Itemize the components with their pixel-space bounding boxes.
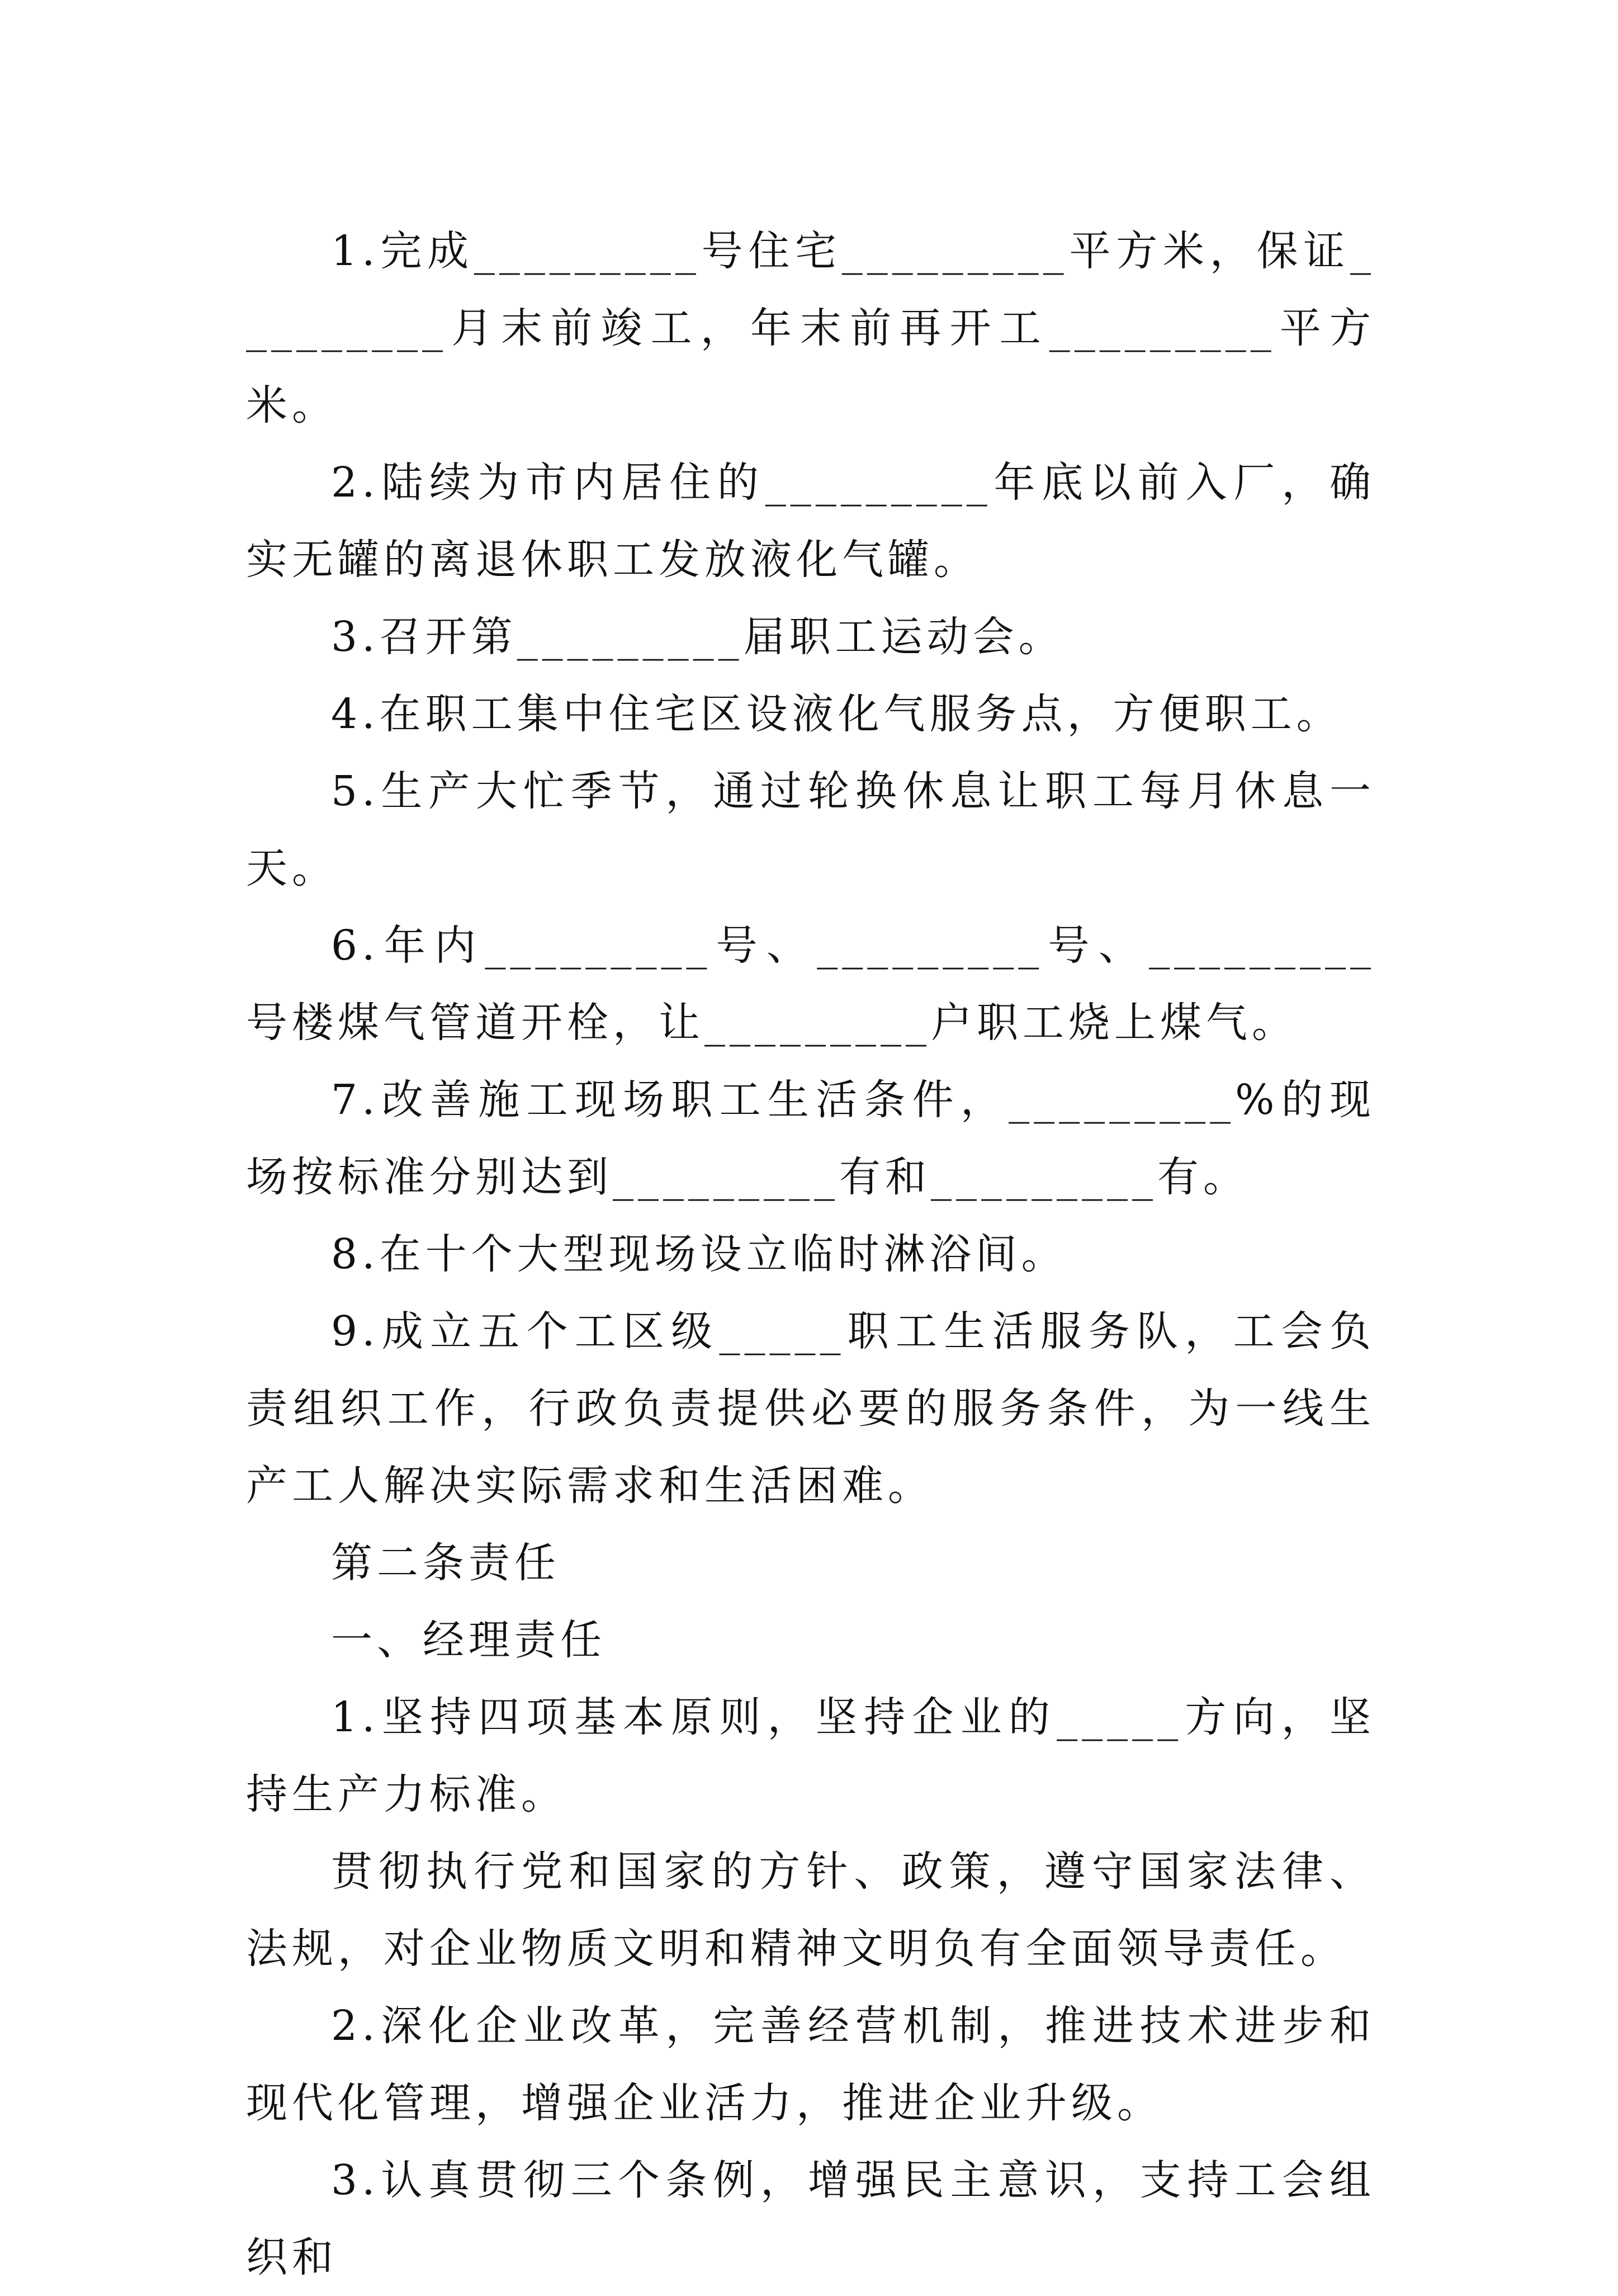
paragraph-item-3: 3.召开第_________届职工运动会。 xyxy=(331,613,1065,661)
paragraph-item-7: 7.改善施工现场职工生活条件，_________%的现场按标准分别达到_________有和_________有。 xyxy=(246,1076,1375,1201)
paragraph-item-9: 9.成立五个工区级_____职工生活服务队，工会负责组织工作，行政负责提供必要的服务条件，为一线生产工人解决实际需求和生活困难。 xyxy=(246,1307,1375,1510)
paragraph-item-1: 1.完成_________号住宅_________平方米，保证_________月末前竣工，年末前再开工_________平方米。 xyxy=(246,227,1375,429)
subsection-heading-manager-responsibility: 一、经理责任 xyxy=(331,1616,606,1664)
paragraph-item-4: 4.在职工集中住宅区设液化气服务点，方便职工。 xyxy=(331,690,1342,738)
paragraph-item-15: 3.认真贯彻三个条例，增强民主意识，支持工会组织和 xyxy=(246,2156,1375,2281)
paragraph-item-6: 6.年内_________号、_________号、_________号楼煤气管道开栓，让_________户职工烧上煤气。 xyxy=(246,922,1375,1047)
paragraph-item-13: 贯彻执行党和国家的方针、政策，遵守国家法律、法规，对企业物质文明和精神文明负有全面领导责任。 xyxy=(246,1848,1375,1973)
paragraph-item-2: 2.陆续为市内居住的_________年底以前入厂，确实无罐的离退休职工发放液化气罐。 xyxy=(246,459,1375,584)
paragraph-item-12: 1.坚持四项基本原则，坚持企业的_____方向，坚持生产力标准。 xyxy=(246,1693,1375,1818)
section-heading-responsibility: 第二条责任 xyxy=(331,1539,560,1587)
paragraph-item-14: 2.深化企业改革，完善经营机制，推进技术进步和现代化管理，增强企业活力，推进企业升级。 xyxy=(246,2002,1375,2127)
paragraph-item-8: 8.在十个大型现场设立临时淋浴间。 xyxy=(331,1230,1067,1278)
paragraph-item-5: 5.生产大忙季节，通过轮换休息让职工每月休息一天。 xyxy=(246,767,1375,892)
document-body xyxy=(246,212,1375,2296)
